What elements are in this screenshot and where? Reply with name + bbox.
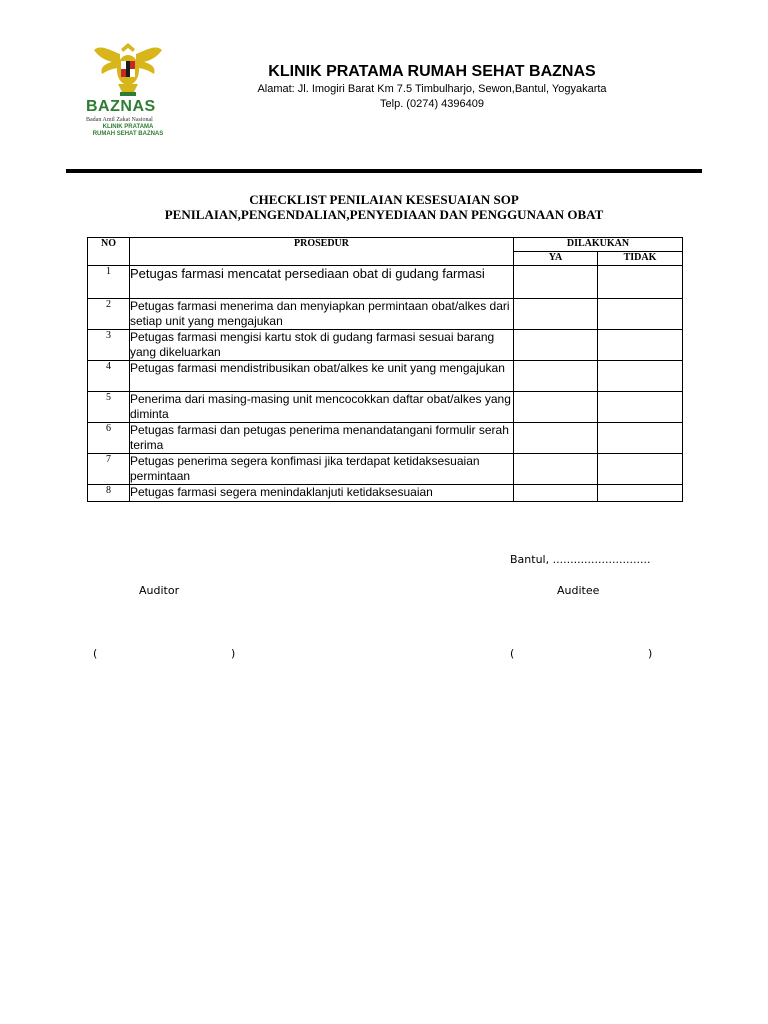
logo-clinic-line2: RUMAH SEHAT BAZNAS [92, 131, 164, 137]
row-number: 5 [88, 392, 130, 423]
tidak-checkbox-cell[interactable] [598, 299, 683, 330]
table-row [88, 330, 683, 361]
auditee-label: Auditee [557, 584, 600, 597]
logo-clinic-line1: KLINIK PRATAMA [102, 124, 154, 130]
header-tidak: TIDAK [598, 252, 683, 266]
tidak-checkbox-cell[interactable] [598, 454, 683, 485]
baznas-logo [78, 40, 178, 138]
ya-checkbox-cell[interactable] [514, 485, 598, 502]
header-no: NO [88, 238, 130, 266]
letterhead [230, 62, 634, 112]
tidak-checkbox-cell[interactable] [598, 423, 683, 454]
row-procedure: Petugas farmasi mencatat persediaan obat di gudang farmasi [130, 266, 514, 299]
auditor-signature-open: ( [93, 647, 98, 660]
ya-checkbox-cell[interactable] [514, 423, 598, 454]
header-ya: YA [514, 252, 598, 266]
row-number: 2 [88, 299, 130, 330]
table-row [88, 299, 683, 330]
row-number: 7 [88, 454, 130, 485]
row-procedure: Petugas farmasi menerima dan menyiapkan permintaan obat/alkes dari setiap unit yang mengajukan [130, 299, 514, 330]
title-line-1: CHECKLIST PENILAIAN KESESUAIAN SOP [249, 192, 519, 207]
auditor-signature-close: ) [231, 647, 236, 660]
logo-clinic-text [82, 124, 174, 138]
logo-subtitle: Badan Amil Zakat Nasional [86, 117, 153, 123]
title-line-2: PENILAIAN,PENGENDALIAN,PENYEDIAAN DAN PENGGUNAAN OBAT [164, 207, 604, 222]
document-title [86, 192, 682, 222]
row-procedure: Petugas penerima segera konfimasi jika terdapat ketidaksesuaian permintaan [130, 454, 514, 485]
ya-checkbox-cell[interactable] [514, 361, 598, 392]
tidak-checkbox-cell[interactable] [598, 361, 683, 392]
auditee-signature-open: ( [510, 647, 515, 660]
row-number: 4 [88, 361, 130, 392]
clinic-phone: Telp. (0274) 4396409 [380, 98, 484, 110]
ya-checkbox-cell[interactable] [514, 266, 598, 299]
table-row [88, 266, 683, 299]
auditor-label: Auditor [139, 584, 180, 597]
ya-checkbox-cell[interactable] [514, 330, 598, 361]
header-dilakukan: DILAKUKAN [514, 238, 683, 252]
row-number: 1 [88, 266, 130, 299]
table-row [88, 485, 683, 502]
row-number: 8 [88, 485, 130, 502]
row-number: 6 [88, 423, 130, 454]
header-divider [66, 169, 702, 173]
row-procedure: Petugas farmasi mendistribusikan obat/alkes ke unit yang mengajukan [130, 361, 514, 392]
table-row [88, 361, 683, 392]
row-number: 3 [88, 330, 130, 361]
clinic-name: KLINIK PRATAMA RUMAH SEHAT BAZNAS [268, 63, 596, 80]
row-procedure: Petugas farmasi mengisi kartu stok di gudang farmasi sesuai barang yang dikeluarkan [130, 330, 514, 361]
place-date: Bantul, ............................ [510, 553, 651, 566]
ya-checkbox-cell[interactable] [514, 299, 598, 330]
auditee-signature-close: ) [648, 647, 653, 660]
tidak-checkbox-cell[interactable] [598, 392, 683, 423]
logo-brand-text: BAZNAS [86, 98, 156, 115]
tidak-checkbox-cell[interactable] [598, 485, 683, 502]
checklist-table [87, 237, 683, 502]
clinic-address: Alamat: Jl. Imogiri Barat Km 7.5 Timbulharjo, Sewon,Bantul, Yogyakarta [257, 83, 607, 95]
table-row [88, 392, 683, 423]
tidak-checkbox-cell[interactable] [598, 330, 683, 361]
tidak-checkbox-cell[interactable] [598, 266, 683, 299]
table-row [88, 454, 683, 485]
table-row [88, 423, 683, 454]
header-prosedur: PROSEDUR [130, 238, 514, 266]
row-procedure: Penerima dari masing-masing unit mencocokkan daftar obat/alkes yang diminta [130, 392, 514, 423]
row-procedure: Petugas farmasi segera menindaklanjuti ketidaksesuaian [130, 485, 514, 502]
ya-checkbox-cell[interactable] [514, 392, 598, 423]
ya-checkbox-cell[interactable] [514, 454, 598, 485]
garuda-emblem-icon [90, 40, 166, 98]
row-procedure: Petugas farmasi dan petugas penerima menandatangani formulir serah terima [130, 423, 514, 454]
